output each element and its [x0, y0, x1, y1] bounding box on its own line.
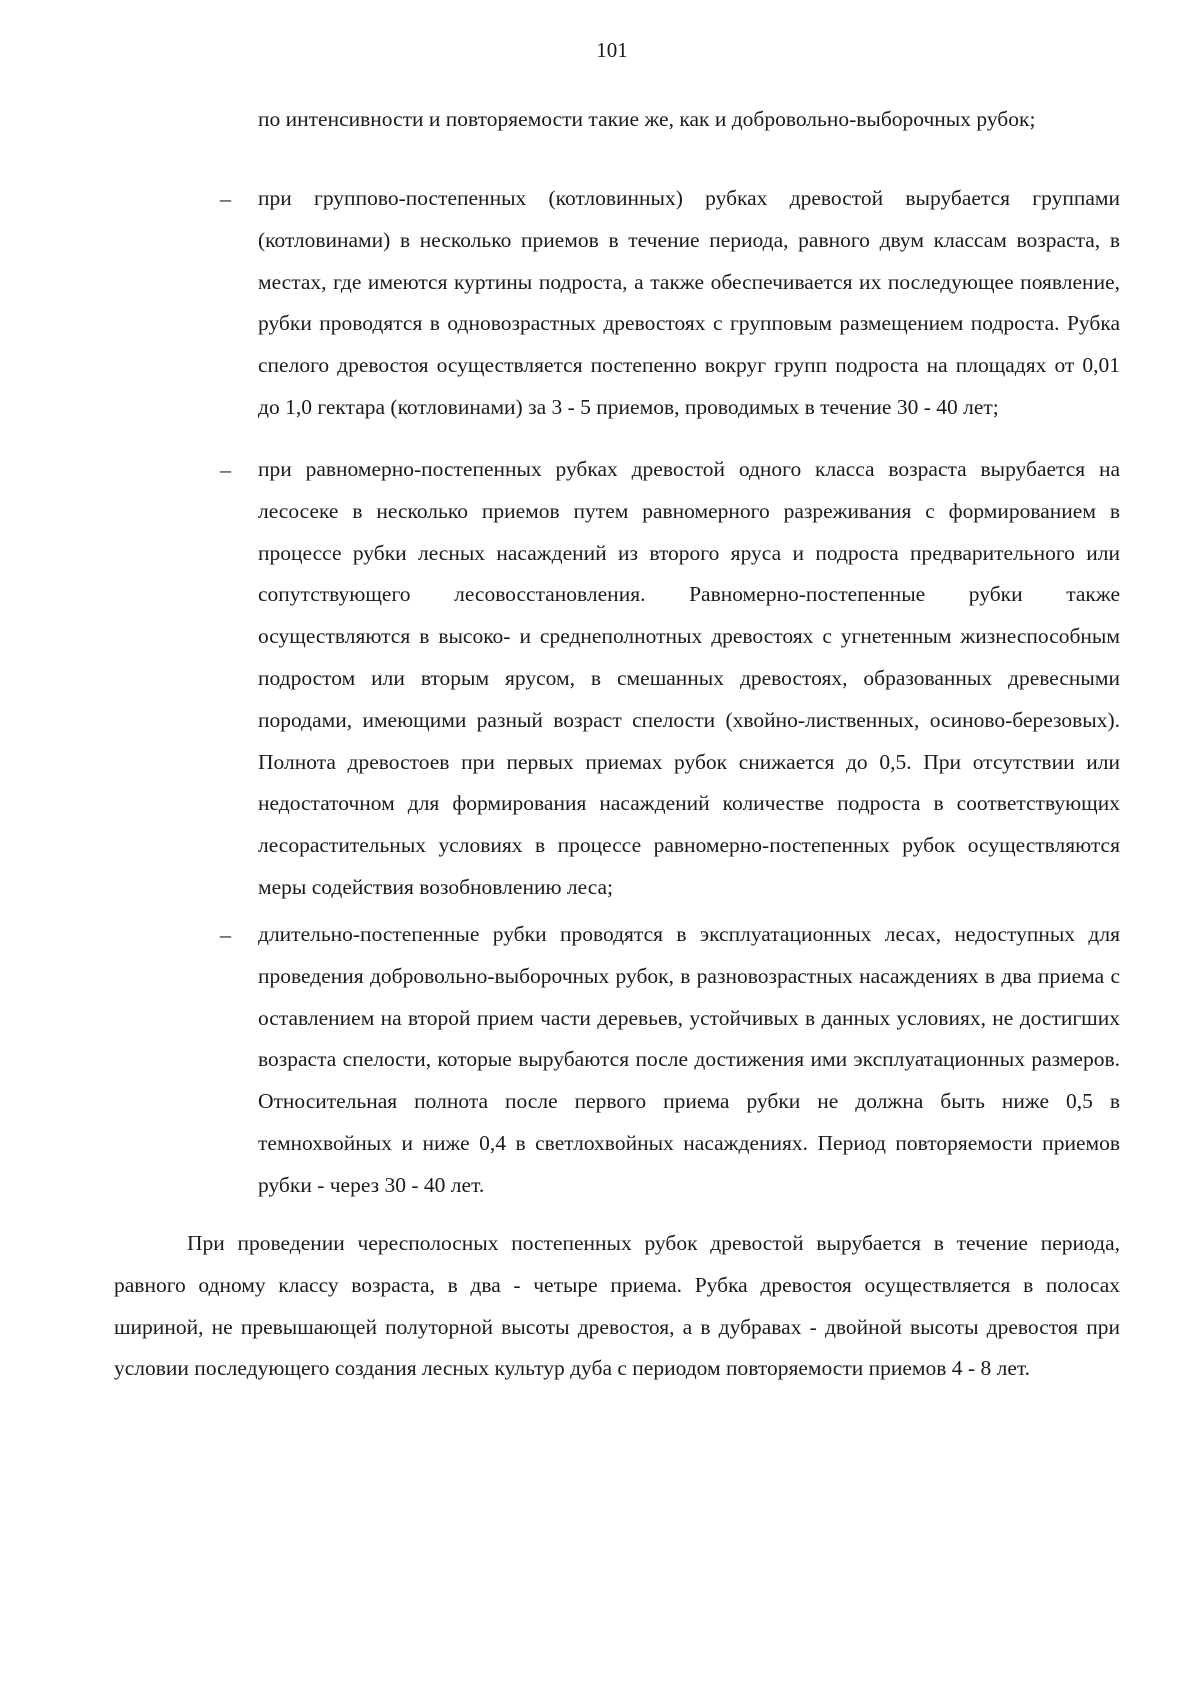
body-paragraph: При проведении чересполосных постепенных рубок древостой вырубается в течение периода, равного одному классу возраста, в два - четыре приема. Рубка древостоя осуществляется в полосах шириной, не превышающей полуторной высоты древостоя, а в дубравах - двойной высоты древостоя при условии последующего создания лесных культур дуба с периодом повторяемости приемов 4 - 8 лет.	[114, 1231, 1120, 1381]
page-number: 101	[596, 38, 628, 62]
bullet-marker: –	[220, 457, 231, 482]
bullet-marker: –	[220, 186, 231, 211]
continuation-text: по интенсивности и повторяемости такие же, как и добровольно-выборочных рубок;	[258, 107, 1036, 131]
list-item: длительно-постепенные рубки проводятся в эксплуатационных лесах, недоступных для проведения добровольно-выборочных рубок, в разновозрастных насаждениях в два приема с оставлением на второй прием части деревьев, устойчивых в данных условиях, не достигших возраста спелости, которые вырубаются после достижения ими эксплуатационных размеров. Относительная полнота после первого приема рубки не должна быть ниже 0,5 в темнохвойных и ниже 0,4 в светлохвойных насаждениях. Период повторяемости приемов рубки - через 30 - 40 лет.	[258, 922, 1120, 1197]
list-item: при равномерно-постепенных рубках древостой одного класса возраста вырубается на лесосеке в несколько приемов путем равномерного разреживания с формированием в процессе рубки лесных насаждений из второго яруса и подроста предварительного или сопутствующего лесовосстановления. Равномерно-постепенные рубки также осуществляются в высоко- и среднеполнотных древостоях с угнетенным жизнеспособным подростом или вторым ярусом, в смешанных древостоях, образованных древесными породами, имеющими разный возраст спелости (хвойно-лиственных, осиново-березовых). Полнота древостоев при первых приемах рубок снижается до 0,5. При отсутствии или недостаточном для формирования насаждений количестве подроста в соответствующих лесорастительных условиях в процессе равномерно-постепенных рубок осуществляются меры содействия возобновлению леса;	[258, 457, 1120, 899]
list-item: при группово-постепенных (котловинных) рубках древостой вырубается группами (котловинами) в несколько приемов в течение периода, равного двум классам возраста, в местах, где имеются куртины подроста, а также обеспечивается их последующее появление, рубки проводятся в одновозрастных древостоях с групповым размещением подроста. Рубка спелого древостоя осуществляется постепенно вокруг групп подроста на площадях от 0,01 до 1,0 гектара (котловинами) за 3 - 5 приемов, проводимых в течение 30 - 40 лет;	[258, 186, 1120, 419]
bullet-marker: –	[220, 922, 231, 947]
